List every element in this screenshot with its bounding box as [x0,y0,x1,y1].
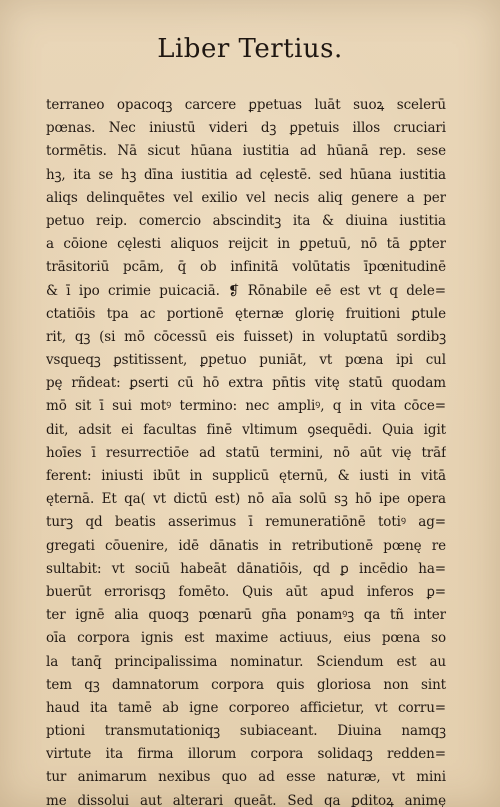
text-line: ptioni transmutationiqꝫ subiaceant. Diuina namqꝫ [46,723,446,740]
text-line: rit, qꝫ (si mō cōcessū eis fuisset) in voluptatū sordibꝫ [46,328,446,345]
text-line: me dissolui aut alterari queāt. Sed qa ꝑditoꝝ animę [46,792,446,807]
text-line: hꝫ, ita se hꝫ dīna iustitia ad cęlestē. sed hūana iustitia [46,166,446,183]
text-line: sultabit: vt sociū habeāt dānatiōis, qd ꝑ incēdio ha= [46,560,446,577]
text-line: hoīes ī resurrectiōe ad statū termini, nō aūt vię trāf [46,444,446,461]
text-line: & ī ipo crimie puicaciā. ❡ Rōnabile eē est vt q dele= [46,282,446,299]
text-line: gregati cōuenire, idē dānatis in retributionē pœnę re [46,537,446,554]
text-line: ctatiōis tpa ac portionē ęternæ glorię fruitioni ꝑtule [46,305,446,322]
text-line: vsqueqꝫ ꝑstitissent, ꝑpetuo puniāt, vt pœna ipi cul [46,352,446,369]
text-line: ęternā. Et qa( vt dictū est) nō aīa solū sꝫ hō ipe opera [46,491,446,508]
text-line: a cōione cęlesti aliquos reijcit in ꝑpetuū, nō tā ꝑpter [46,236,446,253]
text-line: tormētis. Nā sicut hūana iustitia ad hūanā rep. sese [46,143,446,160]
text-line: tem qꝫ damnatorum corpora quis gloriosa non sint [46,676,446,693]
text-line: aliqs delinquētes vel exilio vel necis aliq genere a per [46,189,446,206]
text-line: terraneo opacoqꝫ carcere ꝑpetuas luāt suoꝝ scelerū [46,97,446,113]
text-line: ter ignē alia quoqꝫ pœnarū gn̄a ponamꝰꝫ qa tñ inter [46,607,446,624]
text-line: turꝫ qd beatis asserimus ī remuneratiōnē totiꝰ ag= [46,514,446,531]
text-line: haud ita tamē ab igne corporeo afficietur, vt corru= [46,699,446,716]
text-line: mō sit ī sui motꝰ termino: nec ampliꝰ, q in vita cōce= [46,398,446,415]
text-line: pœnas. Nec iniustū videri dꝫ ꝑpetuis illos cruciari [46,120,446,137]
text-line: buerūt errorisqꝫ fomēto. Quis aūt apud inferos ꝑ= [46,583,446,600]
text-line: petuo reip. comercio abscinditꝫ ita & diuina iustitia [46,212,446,229]
text-line: trāsitoriū pcām, q̄ ob infinitā volūtatis īpœnitudinē [46,259,446,276]
text-line: tur animarum nexibus quo ad esse naturæ, vt mini [46,769,446,786]
text-line: la tanq̄ principalissima nominatur. Sciendum est au [46,653,446,670]
text-line: oīa corpora ignis est maxime actiuus, eius pœna so [46,630,446,647]
text-line: dit, adsit ei facultas finē vltimum ꝯsequēdi. Quia igit [46,421,446,438]
text-line: pę rñdeat: ꝑserti cū hō extra pn̄tis vitę statū quodam [46,375,446,392]
running-head: Liber Tertius. [157,34,343,64]
body-text [46,94,446,807]
text-line: virtute ita firma illorum corpora solidaqꝫ redden= [46,746,446,763]
text-line: ferent: iniusti ibūt in supplicū ęternū, & iusti in vitā [46,468,446,484]
